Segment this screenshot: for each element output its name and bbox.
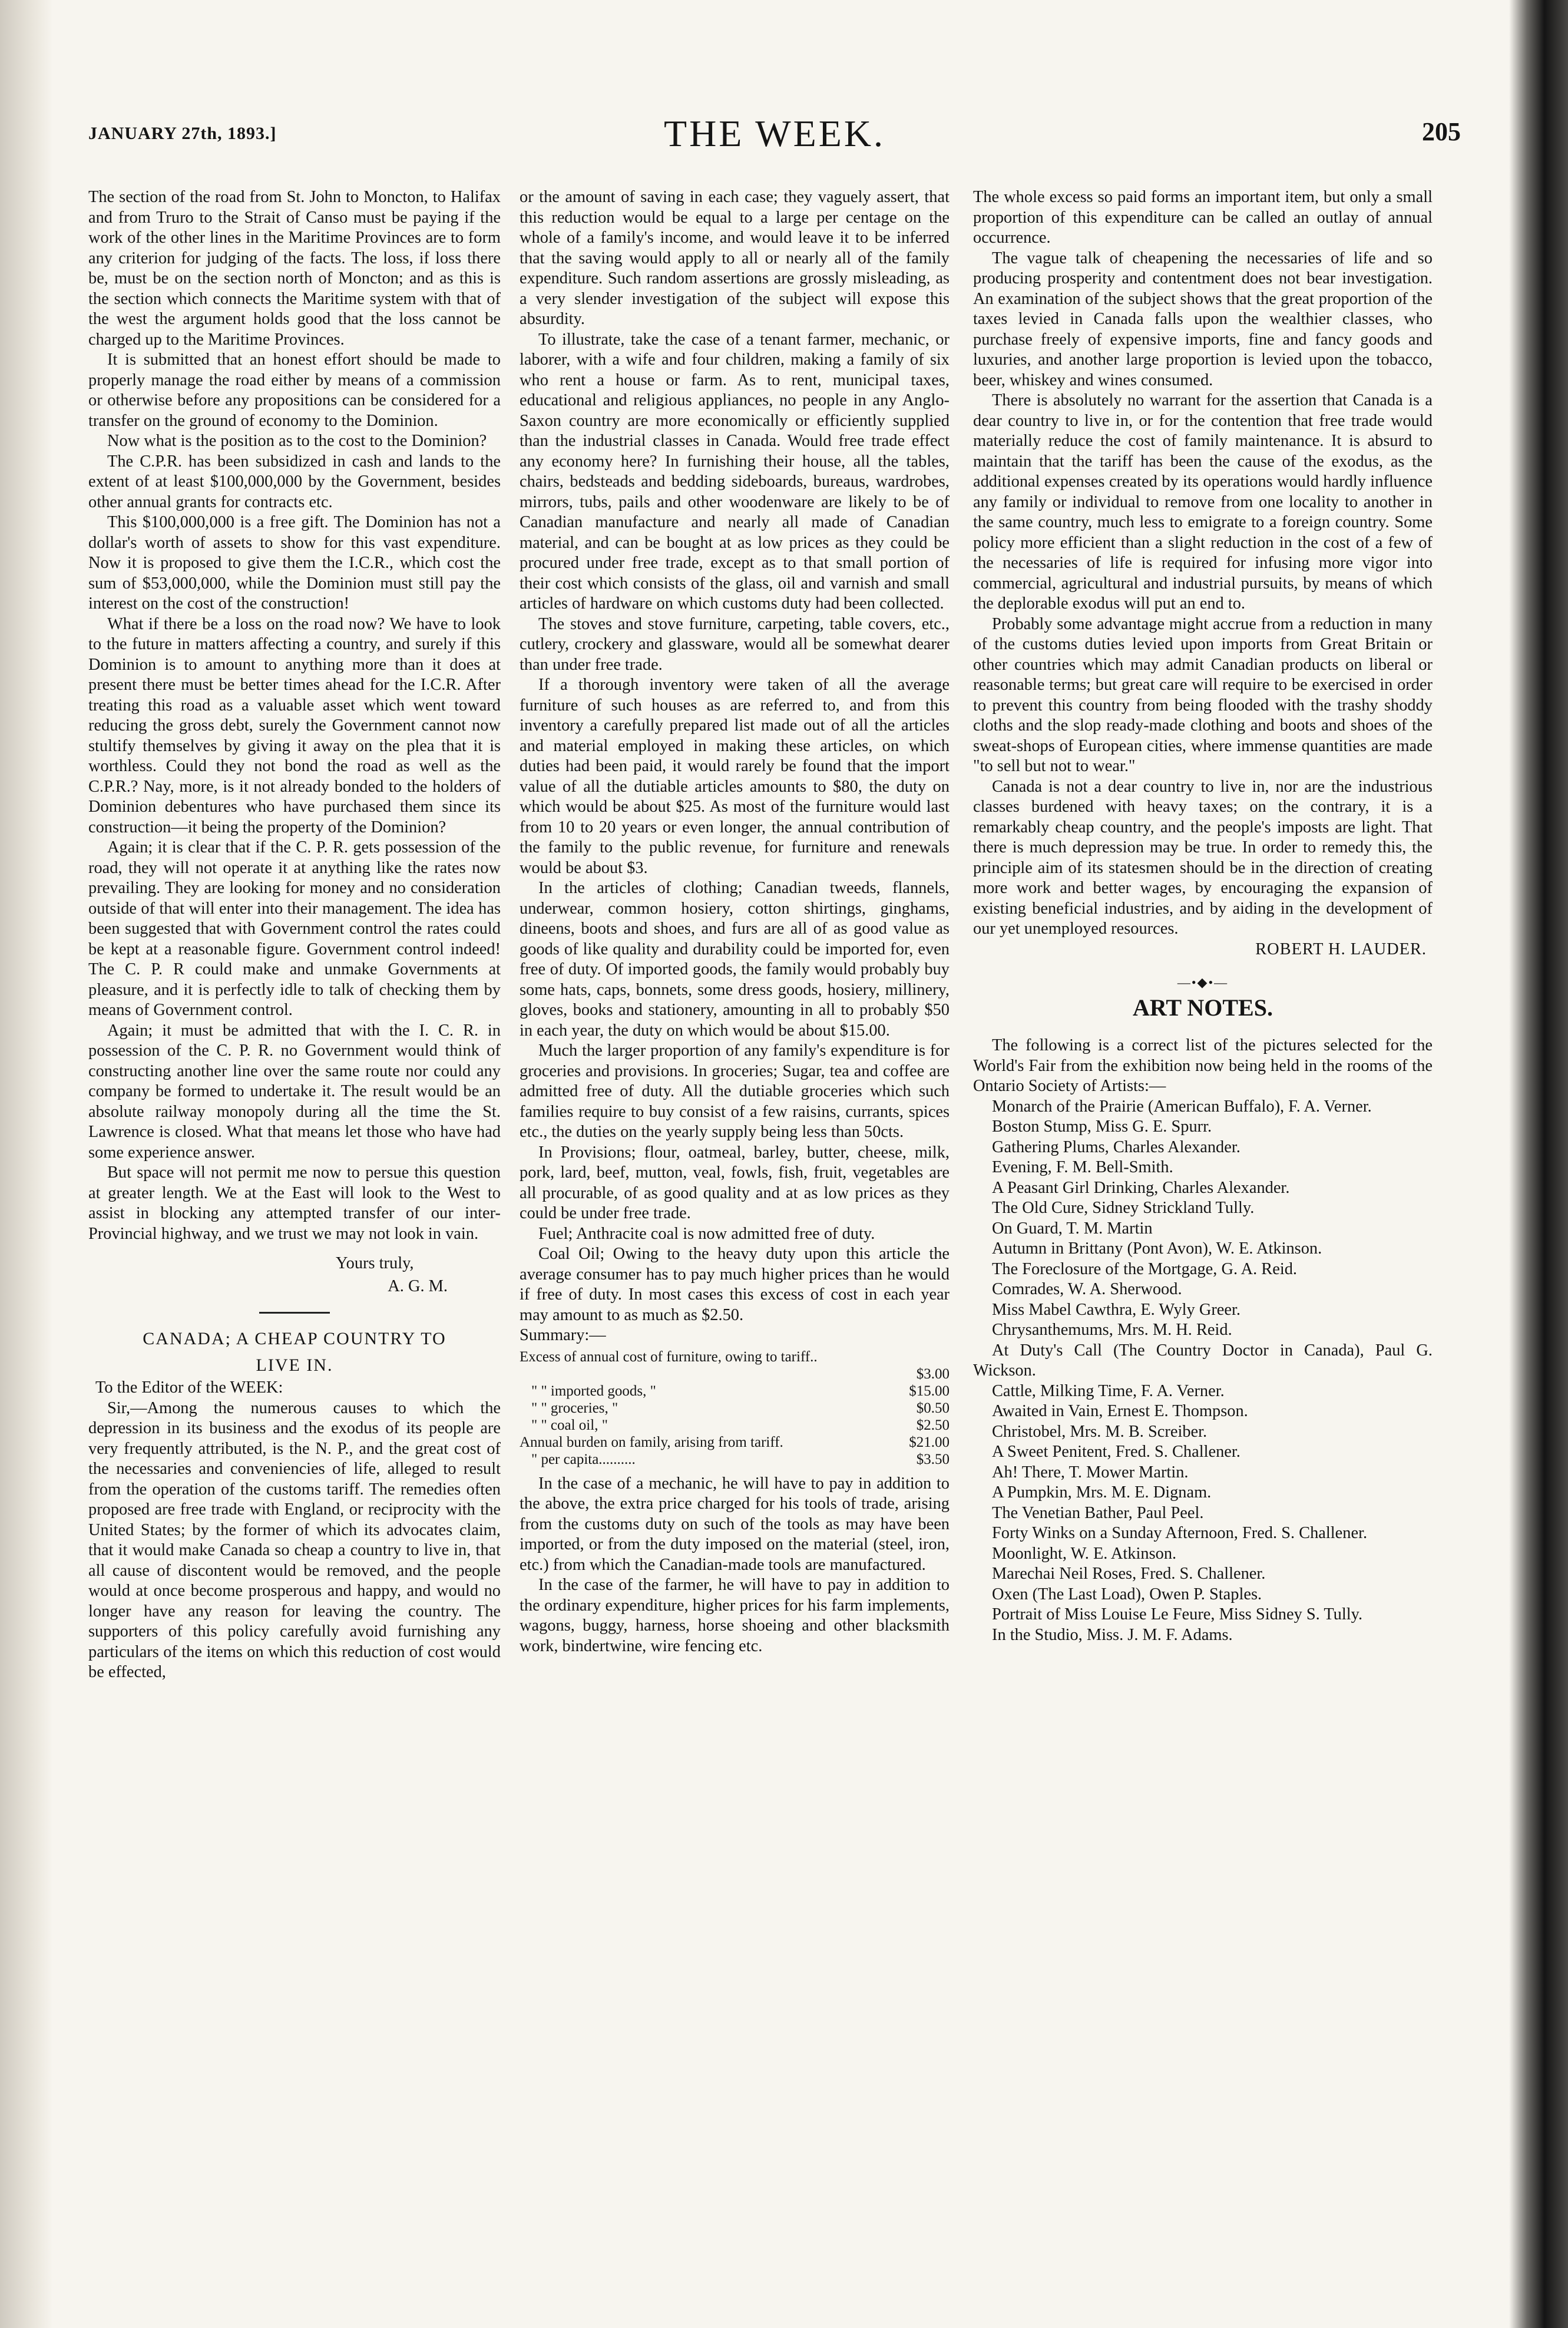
list-item: Oxen (The Last Load), Owen P. Staples. <box>992 1585 1262 1603</box>
list-item: The Foreclosure of the Mortgage, G. A. Reid. <box>992 1259 1298 1278</box>
paragraph: In the case of a mechanic, he will have to pay in addition to the above, the extra price charged for his tools of trade, arising from the customs duty on such of the tools as may have been imported, or from the duty imposed on the material (steel, iron, etc.) from which the Canadian-made tools are manufactured. <box>520 1474 950 1574</box>
list-item: On Guard, T. M. Martin <box>992 1219 1153 1238</box>
list-item: Forty Winks on a Sunday Afternoon, Fred. S. Challener. <box>992 1524 1368 1542</box>
column-3 <box>973 187 1433 2284</box>
summary-row-value: $3.50 <box>916 1451 950 1467</box>
summary-row-value: $21.00 <box>909 1434 950 1450</box>
summary-row-label: " per capita.......... <box>531 1451 636 1467</box>
list-item: Boston Stump, Miss G. E. Spurr. <box>992 1117 1212 1136</box>
list-item: In the Studio, Miss. J. M. F. Adams. <box>992 1625 1233 1644</box>
paragraph: If a thorough inventory were taken of all the average furniture of such houses as are referred to, and from this inventory a carefully prepared list made out of all the articles and material employed in making these articles, on which duties had been paid, it would rarely be found that the import value of all the dutiable articles amounts to $80, the duty on which would be about $25. As most of the furniture would last from 10 to 20 years or even longer, the annual contribution of the family to the public revenue, for furniture and renewals would be about $3. <box>520 676 950 877</box>
binding-shadow <box>0 0 53 2328</box>
paragraph: In the case of the farmer, he will have to pay in addition to the ordinary expenditure, higher prices for his farm implements, wagons, buggy, harness, horse shoeing and other blacksmith work, bindertwine, wire fencing etc. <box>520 1576 950 1655</box>
article-title: CANADA; A CHEAP COUNTRY TO <box>143 1329 446 1348</box>
list-item: Chrysanthemums, Mrs. M. H. Reid. <box>992 1321 1232 1339</box>
paragraph: But space will not permit me now to persue this question at greater length. We at the East will look to the West to assist in blocking any attempted transfer of our inter-Provincial highway, and we trust we may not look in vain. <box>88 1163 501 1243</box>
list-item: Marechai Neil Roses, Fred. S. Challener. <box>992 1565 1266 1583</box>
section-divider <box>259 1312 330 1314</box>
page-number: 205 <box>1422 117 1461 146</box>
summary-row-label: Excess of annual cost of furniture, owing to tariff.. <box>520 1348 818 1365</box>
list-item: Gathering Plums, Charles Alexander. <box>992 1137 1240 1156</box>
summary-row-label: Annual burden on family, arising from tariff. <box>520 1434 783 1450</box>
list-item: The Venetian Bather, Paul Peel. <box>992 1503 1204 1522</box>
list-item: Autumn in Brittany (Pont Avon), W. E. Atkinson. <box>992 1239 1322 1258</box>
paragraph: Much the larger proportion of any family's expenditure is for groceries and provisions. In groceries; Sugar, tea and coffee are admitted free of duty. All the dutiable groceries which such families require to buy consist of a few raisins, currants, spices etc., the duties on the yearly supply being less than 50cts. <box>520 1041 950 1141</box>
summary-row-value: $15.00 <box>909 1383 950 1399</box>
paragraph: Canada is not a dear country to live in, nor are the industrious classes burdened with heavy taxes; on the contrary, it is a remarkably cheap country, and the people's imposts are light. That there is much depression may be true. In order to remedy this, the principle aim of its statesmen should be in the direction of creating more work and better wages, by encouraging the expansion of existing beneficial industries, and by aiding in the development of our yet unemployed resources. <box>973 777 1433 938</box>
summary-table <box>520 1348 950 1468</box>
paragraph: The section of the road from St. John to Moncton, to Halifax and from Truro to the Strait of Canso must be paying if the work of the other lines in the Maritime Provinces are to form any criterion for judging of the facts. The loss, if loss there be, must be on the section north of Moncton; and as this is the section which connects the Maritime system with that of the west the argument holds good that the loss cannot be charged up to the Maritime Provinces. <box>88 188 501 349</box>
paragraph: To illustrate, take the case of a tenant farmer, mechanic, or laborer, with a wife and four children, making a family of six who rent a house or farm. As to rent, municipal taxes, educational and religious appliances, no people in any Anglo-Saxon country are more economically or efficiently supplied than the industrial classes in Canada. Would free trade effect any economy here? In furnishing their house, all the tables, chairs, bedsteads and bedding sideboards, bureaus, wardrobes, mirrors, tubs, pails and other woodenware are likely to be of Canadian manufacture and nearly all made of Canadian material, and can be bought at as low prices as they could be procured under free trade, except as to that small portion of their cost which consists of the glass, oil and varnish and small articles of hardware on which customs duty had been collected. <box>520 330 950 613</box>
article-title-continued: LIVE IN. <box>256 1355 333 1375</box>
paragraph: There is absolutely no warrant for the assertion that Canada is a dear country to live in, or for the contention that free trade would materially reduce the cost of family maintenance. It is absurd to maintain that the tariff has been the cause of the exodus, as the additional expenses created by its operations would hardly influence any family or individual to remove from one locality to another in the same country, much less to emigrate to a foreign country. Some policy more efficient than a slight reduction in the cost of a few of the necessaries of life is required for infusing more vigor into commercial, agricultural and industrial pursuits, by means of which the deplorable exodus will put an end to. <box>973 391 1433 613</box>
paragraph: The vague talk of cheapening the necessaries of life and so producing prosperity and contentment does not bear investigation. An examination of the subject shows that the great proportion of the taxes levied in Canada falls upon the wealthier classes, who purchase freely of expensive imports, fine and fancy goods and luxuries, and another large proportion is levied upon the tobacco, beer, whiskey and wines consumed. <box>973 249 1433 389</box>
summary-row-value: $0.50 <box>916 1400 950 1416</box>
list-item: A Sweet Penitent, Fred. S. Challener. <box>992 1443 1240 1461</box>
list-item: A Pumpkin, Mrs. M. E. Dignam. <box>992 1483 1212 1502</box>
list-item: A Peasant Girl Drinking, Charles Alexander. <box>992 1178 1290 1197</box>
letter-salutation: To the Editor of the WEEK: <box>95 1378 283 1397</box>
paragraph: In the articles of clothing; Canadian tweeds, flannels, underwear, common hosiery, cotton shirtings, ginghams, dineens, boots and shoes, and furs are all of as good value as goods of like quality and durability could be imported for, even free of duty. Of imported goods, the family would probably buy some hats, caps, bonnets, some dress goods, hosiery, millinery, gloves, books and stationery, amounting in all to probably $50 in each year, the duty on which would be about $15.00. <box>520 879 950 1040</box>
page-edge-shadow <box>1509 0 1568 2328</box>
list-item: Evening, F. M. Bell-Smith. <box>992 1158 1173 1176</box>
issue-date: JANUARY 27th, 1893.] <box>88 124 277 143</box>
ornament-divider: —•◆•— <box>1177 975 1229 990</box>
paragraph: Coal Oil; Owing to the heavy duty upon this article the average consumer has to pay much higher prices than he would if free of duty. In most cases this excess of cost in each year may amount to as much as $2.50. <box>520 1245 950 1324</box>
letter-signature: A. G. M. <box>388 1277 448 1295</box>
list-item: Portrait of Miss Louise Le Feure, Miss Sidney S. Tully. <box>992 1605 1363 1623</box>
paragraph: This $100,000,000 is a free gift. The Dominion has not a dollar's worth of assets to show for this vast expenditure. Now it is proposed to give them the I.C.R., which cost the sum of $53,000,000, while the Dominion must still pay the interest on the cost of the construction! <box>88 513 501 613</box>
list-item: Miss Mabel Cawthra, E. Wyly Greer. <box>992 1300 1240 1319</box>
summary-row <box>520 1434 950 1451</box>
summary-label: Summary:— <box>520 1326 606 1344</box>
list-item: Comrades, W. A. Sherwood. <box>992 1280 1182 1298</box>
paragraph: or the amount of saving in each case; they vaguely assert, that this reduction would be equal to a large per centage on the whole of a family's income, and would leave it to be inferred that the saving would apply to all or nearly all of the family expenditure. Such random assertions are grossly misleading, as a very slender investigation of the subject will expose this absurdity. <box>520 188 950 328</box>
summary-row-label: " " coal oil, " <box>531 1417 608 1433</box>
paragraph: Again; it must be admitted that with the I. C. R. in possession of the C. P. R. no Government would think of constructing another line over the same route nor could any company be formed to undertake it. The result would be an absolute railway monopoly during all the time the St. Lawrence is closed. What that means let those who have had some experience answer. <box>88 1021 501 1162</box>
list-item: Monarch of the Prairie (American Buffalo), F. A. Verner. <box>992 1097 1372 1116</box>
paragraph: In Provisions; flour, oatmeal, barley, butter, cheese, milk, pork, lard, beef, mutton, veal, fowls, fish, fruit, vegetables are all procurable, of as good quality and at as low prices as they could be under free trade. <box>520 1143 950 1222</box>
column-2 <box>520 187 950 2284</box>
summary-row-value: $3.00 <box>916 1365 950 1382</box>
page-header <box>88 112 1461 165</box>
summary-row <box>520 1400 950 1417</box>
list-item: Awaited in Vain, Ernest E. Thompson. <box>992 1402 1248 1420</box>
summary-row-label <box>520 1365 531 1383</box>
summary-row <box>520 1365 950 1383</box>
summary-row <box>520 1451 950 1468</box>
summary-row <box>520 1417 950 1434</box>
paragraph: Now what is the position as to the cost to the Dominion? <box>107 432 487 450</box>
article-author: ROBERT H. LAUDER. <box>1255 940 1427 958</box>
publication-title: THE WEEK. <box>663 113 886 154</box>
summary-row <box>520 1383 950 1400</box>
list-item: Ah! There, T. Mower Martin. <box>992 1463 1189 1482</box>
list-item: The Old Cure, Sidney Strickland Tully. <box>992 1199 1255 1217</box>
list-item: At Duty's Call (The Country Doctor in Canada), Paul G. Wickson. <box>973 1341 1433 1380</box>
list-item: Christobel, Mrs. M. B. Screiber. <box>992 1422 1208 1441</box>
paragraph: Again; it is clear that if the C. P. R. gets possession of the road, they will not operate it at anything like the rates now prevailing. They are looking for money and no consideration outside of that will enter into their management. The idea has been suggested that with Government control the rates could be kept at a reasonable figure. Government control indeed! The C. P. R could make and unmake Governments at pleasure, and it is perfectly idle to talk of checking them by means of Government control. <box>88 838 501 1019</box>
list-item: Cattle, Milking Time, F. A. Verner. <box>992 1381 1225 1400</box>
paragraph: The whole excess so paid forms an important item, but only a small proportion of this expenditure can be called an outlay of annual occurrence. <box>973 188 1433 247</box>
paragraph: Probably some advantage might accrue from a reduction in many of the customs duties levied upon imports from Great Britain or other countries which may admit Canadian products on liberal or reasonable terms; but great care will require to be exercised in order to prevent this country from being flooded with the trashy shoddy cloths and the slop ready-made clothing and boots and shoes of the sweat-shops of European cities, where immense quantities are made "to sell but not to wear." <box>973 614 1433 775</box>
section-heading: ART NOTES. <box>1133 994 1273 1021</box>
paragraph: It is submitted that an honest effort should be made to properly manage the road either by means of a commission or otherwise before any propositions can be considered for a transfer on the ground of economy to the Dominion. <box>88 350 501 430</box>
paragraph: The stoves and stove furniture, carpeting, table covers, etc., cutlery, crockery and glassware, would all be somewhat dearer than under free trade. <box>520 614 950 674</box>
summary-row-label: " " groceries, " <box>531 1400 618 1416</box>
summary-row <box>520 1348 950 1365</box>
column-1 <box>88 187 501 2284</box>
list-item: Moonlight, W. E. Atkinson. <box>992 1544 1177 1563</box>
paragraph: Fuel; Anthracite coal is now admitted free of duty. <box>538 1224 875 1243</box>
paragraph: The following is a correct list of the pictures selected for the World's Fair from the exhibition now being held in the rooms of the Ontario Society of Artists:— <box>973 1036 1433 1095</box>
paragraph: What if there be a loss on the road now? We have to look to the future in matters affecting a country, and surely if this Dominion is to amount to anything more than it does at present there must be better times ahead for the I.C.R. After treating this road as a valuable asset which went toward reducing the gross debt, surely the Government cannot now stultify themselves by giving it away on the plea that it is worthless. Could they not bond the road as well as the C.P.R.? Nay, more, is it not already bonded to the holders of Dominion debentures who have purchased them since its construction—it being the property of the Dominion? <box>88 614 501 836</box>
summary-row-label: " " imported goods, " <box>531 1383 656 1399</box>
paragraph: Sir,—Among the numerous causes to which the depression in its business and the exodus of its people are very frequently attributed, is the N. P., and the great cost of the necessaries and conveniencies of life, alleged to result from the operation of the customs tariff. The remedies often proposed are free trade with England, or reciprocity with the United States; by the former of which its advocates claim, that it would make Canada so cheap a country to live in, that all cause of discontent would be removed, and the people would at once become prosperous and happy, and would no longer have any reason for leaving the country. The supporters of this policy carefully avoid furnishing any particulars of the items on which this reduction of cost would be effected, <box>88 1398 501 1681</box>
letter-closing: Yours truly, <box>336 1254 414 1272</box>
summary-row-value: $2.50 <box>916 1417 950 1433</box>
paragraph: The C.P.R. has been subsidized in cash and lands to the extent of at least $100,000,000 by the Government, besides other annual grants for contracts etc. <box>88 452 501 511</box>
